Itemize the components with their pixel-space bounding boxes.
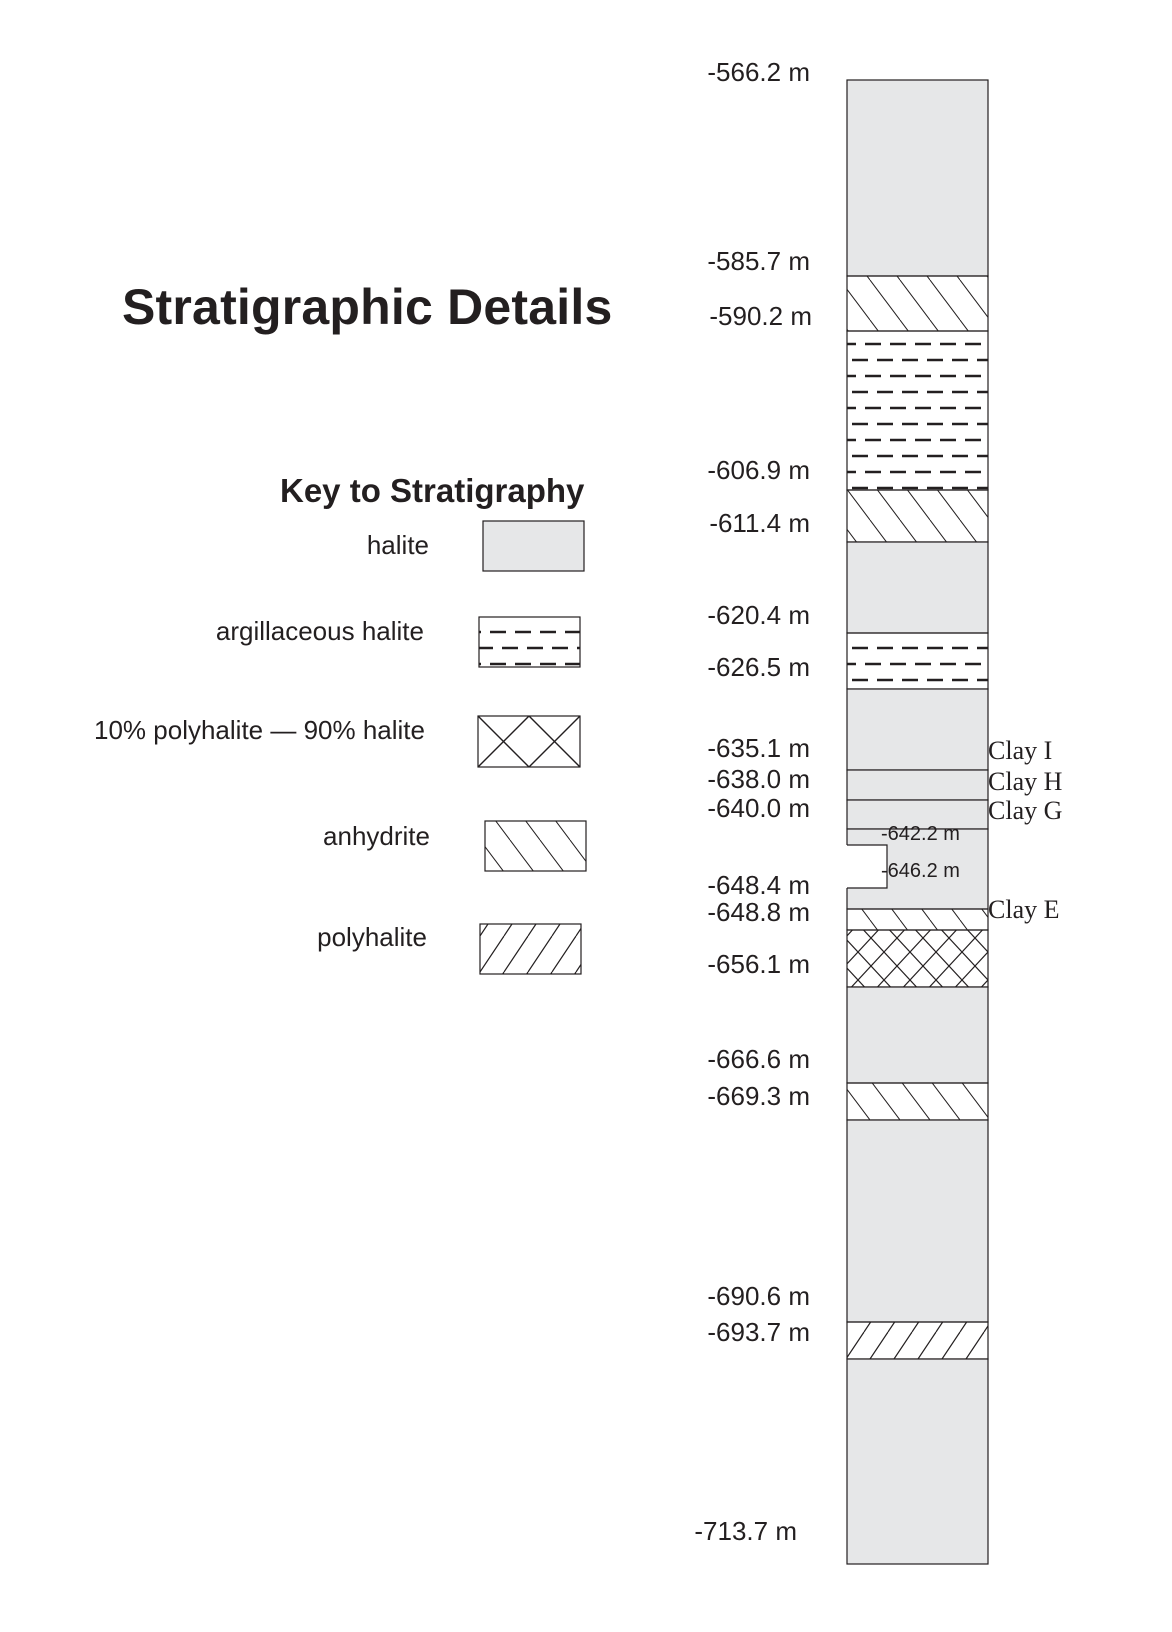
key-label-argillaceous-halite: argillaceous halite [215,616,424,646]
layer-halite [847,689,988,770]
layer-anhydrite [847,909,988,930]
depth-label: -648.8 m [707,897,810,927]
key-heading: Key to Stratigraphy [280,472,585,509]
key-label-polyhalite: polyhalite [317,922,427,952]
depth-label: -606.9 m [707,455,810,485]
layer-polyhalite [847,1322,988,1359]
key-swatches [478,521,586,974]
layer-mixed [847,930,988,987]
key-label-anhydrite: anhydrite [323,821,430,851]
layer-anhydrite [847,276,988,331]
key-label-halite: halite [366,530,429,560]
depth-label: -693.7 m [707,1317,810,1347]
halite-swatch-icon [483,521,584,571]
depth-label: -690.6 m [707,1281,810,1311]
depth-label: -590.2 m [709,301,812,331]
notch-top-label: -642.2 m [881,823,960,845]
layer-argillaceous [847,633,988,689]
layer-anhydrite [847,1083,988,1120]
depth-label: -640.0 m [707,793,810,823]
page-title: Stratigraphic Details [122,279,613,335]
layer-argillaceous [847,331,988,490]
layer-halite [847,1120,988,1322]
depth-labels [694,57,812,1546]
layer-halite [847,1359,988,1564]
depth-label: -566.2 m [707,57,810,87]
notch-bottom-label: -646.2 m [881,860,960,882]
depth-label: -585.7 m [707,246,810,276]
depth-label: -656.1 m [707,949,810,979]
depth-label: -713.7 m [694,1516,797,1546]
clay-label: Clay E [988,895,1060,924]
depth-label: -648.4 m [707,870,810,900]
column-layers [846,80,988,1564]
argillaceous-halite-swatch-icon [479,617,580,667]
anhydrite-swatch-icon [485,821,586,871]
depth-label: -635.1 m [707,733,810,763]
clay-label: Clay G [988,796,1063,825]
depth-label: -611.4 m [709,508,810,538]
depth-label: -626.5 m [707,652,810,682]
layer-halite [847,542,988,633]
depth-label: -620.4 m [707,600,810,630]
polyhalite-halite-mix-swatch-icon [478,716,580,767]
depth-label: -666.6 m [707,1044,810,1074]
layer-halite [847,987,988,1083]
clay-label: Clay H [988,767,1063,796]
layer-halite [847,80,988,276]
key-label-polyhalite-halite-mix: 10% polyhalite — 90% halite [94,715,425,745]
depth-label: -638.0 m [707,764,810,794]
layer-anhydrite [847,490,988,542]
layer-halite [847,770,988,800]
clay-labels [988,736,1063,924]
polyhalite-swatch-icon [480,924,581,974]
clay-label: Clay I [988,736,1053,765]
depth-label: -669.3 m [707,1081,810,1111]
